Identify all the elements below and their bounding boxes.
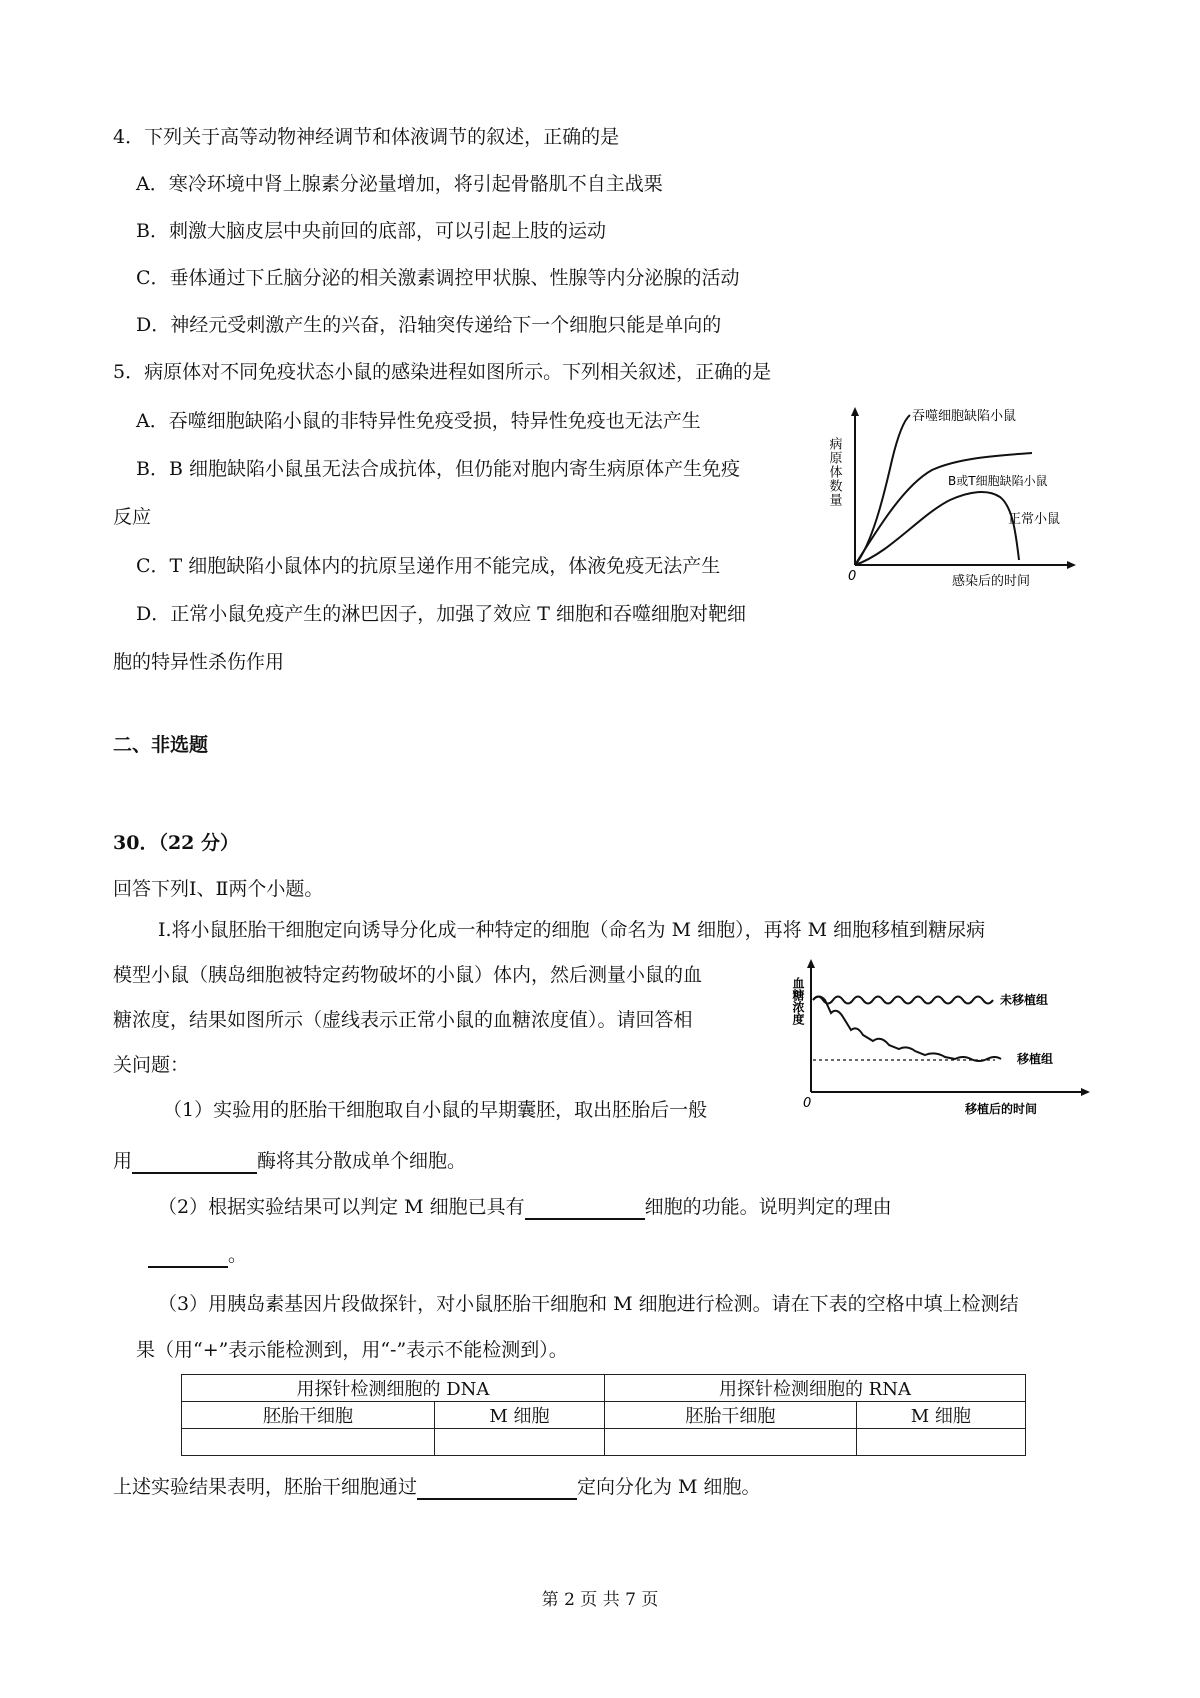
y-axis-arrow [807,959,815,968]
q30-paragraph-line3: 糖浓度，结果如图所示（虚线表示正常小鼠的血糖浓度值）。请回答相 [113,1009,693,1031]
q30-paragraph-line2: 模型小鼠（胰岛细胞被特定药物破坏的小鼠）体内，然后测量小鼠的血 [113,964,703,986]
y-axis-arrow [851,407,859,416]
y-axis-label: 病原体数量 [826,437,842,507]
q30-sub2-suffix: 细胞的功能。说明判定的理由 [644,1196,892,1218]
table-subheader-row [182,1402,1026,1429]
q30-sub3-line1: （3）用胰岛素基因片段做探针，对小鼠胚胎干细胞和 M 细胞进行检测。请在下表的空格中填上检测结 [158,1293,1019,1315]
q30-sub1-line1: （1）实验用的胚胎干细胞取自小鼠的早期囊胚，取出胚胎后一般 [163,1099,708,1121]
series-phagocyte-deficient-line [855,415,910,565]
q4-option-a: A．寒冷环境中肾上腺素分泌量增加，将引起骨骼肌不自主战栗 [136,173,663,195]
table-answer-row[interactable] [182,1429,1026,1456]
q30-sub1-line2 [113,1148,466,1174]
q4-option-b: B．刺激大脑皮层中央前回的底部，可以引起上肢的运动 [136,220,606,242]
table-header-row [182,1375,1026,1402]
q5-option-d-cont: 胞的特异性杀伤作用 [113,651,285,673]
series-b-or-t-deficient-line [855,453,1032,565]
q30-title: 30．（22 分） [113,832,239,854]
series-untransplanted-line [813,997,993,1004]
answer-cell-2[interactable] [434,1429,604,1456]
series-phagocyte-deficient-label: 吞噬细胞缺陷小鼠 [912,409,1017,424]
page-footer: 第 2 页 共 7 页 [541,1590,659,1610]
q30-sub2-prefix: （2）根据实验结果可以判定 M 细胞已具有 [158,1196,525,1218]
q5-option-a: A．吞噬细胞缺陷小鼠的非特异性免疫受损，特异性免疫也无法产生 [136,410,701,432]
x-axis-arrow [1081,1088,1090,1096]
origin-label: 0 [848,569,857,584]
q30-sub2-line1 [158,1194,892,1220]
subheader-rna-stem-cell: 胚胎干细胞 [604,1402,856,1429]
q30-paragraph-line4: 关问题： [113,1054,190,1076]
q30-sub2-end: 。 [228,1244,248,1266]
series-normal-label: 正常小鼠 [1008,512,1061,527]
q30-paragraph-line1: Ⅰ.将小鼠胚胎干细胞定向诱导分化成一种特定的细胞（命名为 M 细胞），再将 M 细胞移植到糖尿病 [158,919,986,941]
x-axis-label: 移植后的时间 [965,1102,1038,1116]
conclusion-prefix: 上述实验结果表明，胚胎干细胞通过 [113,1476,418,1498]
blank-4[interactable] [417,1478,577,1500]
q4-stem: 4．下列关于高等动物神经调节和体液调节的叙述，正确的是 [113,126,620,148]
q4-option-d: D．神经元受刺激产生的兴奋，沿轴突传递给下一个细胞只能是单向的 [136,314,722,336]
subheader-dna-m-cell: M 细胞 [434,1402,604,1429]
y-axis-label: 血糖浓度 [791,977,805,1025]
blank-3[interactable] [148,1246,228,1268]
x-axis-arrow [1067,561,1076,569]
q30-intro: 回答下列Ⅰ、Ⅱ两个小题。 [113,878,324,900]
q30-conclusion [113,1474,761,1500]
q5-option-c: C．T 细胞缺陷小鼠体内的抗原呈递作用不能完成，体液免疫无法产生 [136,555,721,577]
header-dna: 用探针检测细胞的 DNA [182,1375,605,1402]
q5-option-d: D．正常小鼠免疫产生的淋巴因子，加强了效应 T 细胞和吞噬细胞对靶细 [136,603,746,625]
series-transplanted-label: 移植组 [1017,1052,1054,1066]
series-transplanted-line [813,997,1001,1062]
q30-sub2-line2 [148,1242,247,1268]
origin-label: 0 [803,1096,812,1111]
infection-chart [820,405,1080,595]
q4-option-c: C．垂体通过下丘脑分泌的相关激素调控甲状腺、性腺等内分泌腺的活动 [136,267,740,289]
q30-sub1-suffix: 酶将其分散成单个细胞。 [257,1150,467,1172]
x-axis-label: 感染后的时间 [952,574,1031,589]
q5-option-b-cont: 反应 [113,506,152,528]
answer-cell-1[interactable] [182,1429,435,1456]
subheader-rna-m-cell: M 细胞 [856,1402,1025,1429]
blank-1[interactable] [132,1152,257,1174]
q5-stem: 5．病原体对不同免疫状态小鼠的感染进程如图所示。下列相关叙述，正确的是 [113,361,772,383]
blank-2[interactable] [525,1198,645,1220]
q30-sub1-prefix: 用 [113,1150,133,1172]
series-b-or-t-deficient-label: B或T细胞缺陷小鼠 [948,474,1048,488]
header-rna: 用探针检测细胞的 RNA [604,1375,1025,1402]
q5-option-b: B．B 细胞缺陷小鼠虽无法合成抗体，但仍能对胞内寄生病原体产生免疫 [136,458,740,480]
section-heading: 二、非选题 [113,734,209,756]
blood-glucose-chart [791,955,1095,1120]
result-table [181,1374,1026,1456]
q30-sub3-line2: 果（用“+”表示能检测到，用“-”表示不能检测到）。 [136,1339,568,1361]
answer-cell-3[interactable] [604,1429,856,1456]
subheader-dna-stem-cell: 胚胎干细胞 [182,1402,435,1429]
series-untransplanted-label: 未移植组 [1000,993,1049,1007]
answer-cell-4[interactable] [856,1429,1025,1456]
conclusion-suffix: 定向分化为 M 细胞。 [577,1476,761,1498]
